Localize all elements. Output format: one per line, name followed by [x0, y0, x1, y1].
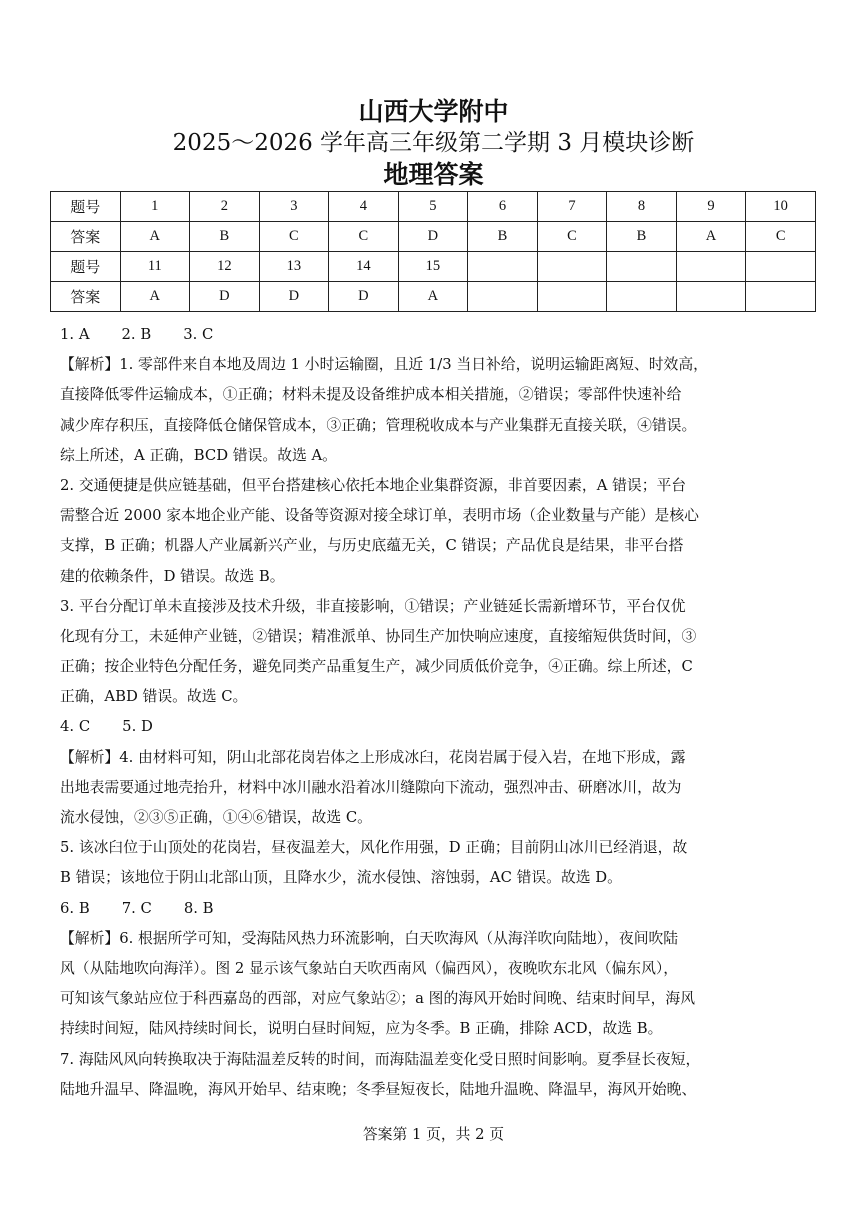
explanation-line: 【解析】6. 根据所学可知，受海陆风热力环流影响，白天吹海风（从海洋吹向陆地），夜间吹陆 [60, 929, 679, 947]
answer-label: 答案 [51, 282, 121, 312]
answer-cell: A [120, 282, 190, 312]
question-number-cell: 6 [468, 192, 538, 222]
question-number-cell [676, 252, 746, 282]
answer-cell: C [329, 222, 399, 252]
answer-cell [746, 282, 816, 312]
explanation-line: 持续时间短，陆风持续时间长，说明白昼时间短，应为冬季。B 正确，排除 ACD，故选 B。 [60, 1020, 663, 1038]
explanation-line: 化现有分工，未延伸产业链，②错误；精准派单、协同生产加快响应速度，直接缩短供货时间，③ [60, 627, 697, 645]
question-number-cell: 15 [398, 252, 468, 282]
explanation-line: 需整合近 2000 家本地企业产能、设备等资源对接全球订单，表明市场（企业数量与产能）是核心 [60, 507, 699, 525]
explanation-line: 【解析】4. 由材料可知，阴山北部花岗岩体之上形成冰臼，花岗岩属于侵入岩，在地下形成，露 [60, 748, 686, 766]
answer-cell: A [398, 282, 468, 312]
answer-cell: C [259, 222, 329, 252]
question-number-cell: 11 [120, 252, 190, 282]
answer-cell: A [120, 222, 190, 252]
question-number-cell: 8 [607, 192, 677, 222]
answer-cell: D [398, 222, 468, 252]
explanation-line: 支撑，B 正确；机器人产业属新兴产业，与历史底蕴无关，C 错误；产品优良是结果，非平台搭 [60, 537, 684, 555]
answer-7: 7. C [121, 899, 152, 917]
answer-cell: D [259, 282, 329, 312]
question-number-cell: 3 [259, 192, 329, 222]
question-number-label: 题号 [51, 192, 121, 222]
exam-title: 2025～2026 学年高三年级第二学期 3 月模块诊断 [172, 130, 695, 156]
answer-cell [676, 282, 746, 312]
answer-cell: D [190, 282, 260, 312]
question-number-cell: 14 [329, 252, 399, 282]
answer-2: 2. B [121, 326, 152, 343]
question-number-cell: 7 [537, 192, 607, 222]
answer-1: 1. A [60, 326, 90, 343]
explanation-line: 可知该气象站应位于科西嘉岛的西部，对应气象站②；a 图的海风开始时间晚、结束时间早，海风 [60, 990, 695, 1008]
answer-cell: A [676, 222, 746, 252]
explanation-line: 正确，ABD 错误。故选 C。 [60, 688, 248, 706]
question-number-cell: 12 [190, 252, 260, 282]
explanation-line: 减少库存积压，直接降低仓储保管成本，③正确；管理税收成本与产业集群无直接关联，④错误。 [60, 416, 697, 434]
answer-cell [607, 282, 677, 312]
question-number-label: 题号 [51, 252, 121, 282]
answer-cell [468, 282, 538, 312]
explanation-line: 风（从陆地吹向海洋）。图 2 显示该气象站白天吹西南风（偏西风），夜晚吹东北风（偏东风）， [60, 959, 679, 977]
explanation-line: B 错误；该地位于阴山北部山顶，且降水少，流水侵蚀、溶蚀弱，AC 错误。故选 D。 [60, 869, 622, 887]
answer-cell: C [537, 222, 607, 252]
answer-cell: D [329, 282, 399, 312]
explanation-line: 直接降低零件运输成本，①正确；材料未提及设备维护成本相关措施，②错误；零部件快速补给 [60, 386, 682, 404]
explanation-line: 正确；按企业特色分配任务，避免同类产品重复生产，减少同质低价竞争，④正确。综上所述，C [60, 658, 693, 676]
school-name: 山西大学附中 [358, 97, 509, 126]
answer-5: 5. D [122, 718, 153, 736]
question-number-cell: 2 [190, 192, 260, 222]
answer-cell [537, 282, 607, 312]
explanation-line: 出地表需要通过地壳抬升，材料中冰川融水沿着冰川缝隙向下流动，强烈冲击、研磨冰川，故为 [60, 778, 682, 796]
question-number-cell [468, 252, 538, 282]
explanation-line: 3. 平台分配订单未直接涉及技术升级，非直接影响，①错误；产业链延长需新增环节，平台仅优 [60, 597, 686, 615]
question-number-cell [746, 252, 816, 282]
answer-summary-4-5 [60, 712, 808, 742]
page-footer: 答案第 1 页，共 2 页 [362, 1126, 505, 1143]
question-number-row [51, 192, 816, 222]
answer-row [51, 222, 816, 252]
question-number-cell: 1 [120, 192, 190, 222]
question-number-cell [537, 252, 607, 282]
question-number-row [51, 252, 816, 282]
answer-cell: B [607, 222, 677, 252]
answer-table [50, 191, 816, 312]
explanation-line: 7. 海陆风风向转换取决于海陆温差反转的时间，而海陆温差变化受日照时间影响。夏季昼长夜短， [60, 1050, 701, 1068]
answer-4: 4. C [60, 718, 91, 736]
answer-row [51, 282, 816, 312]
explanation-body [60, 320, 808, 1105]
question-number-cell: 4 [329, 192, 399, 222]
answer-cell: C [746, 222, 816, 252]
question-number-cell: 13 [259, 252, 329, 282]
subject-title: 地理答案 [383, 160, 484, 189]
answer-3: 3. C [183, 326, 214, 343]
answer-summary-1-3 [60, 320, 808, 350]
answer-8: 8. B [183, 899, 214, 917]
answer-summary-6-8 [60, 894, 808, 924]
explanation-line: 2. 交通便捷是供应链基础，但平台搭建核心依托本地企业集群资源，非首要因素，A 错误；平台 [60, 476, 687, 494]
explanation-line: 综上所述，A 正确，BCD 错误。故选 A。 [60, 446, 337, 464]
question-number-cell: 10 [746, 192, 816, 222]
answer-cell: B [190, 222, 260, 252]
answer-label: 答案 [51, 222, 121, 252]
question-number-cell: 9 [676, 192, 746, 222]
answer-cell: B [468, 222, 538, 252]
explanation-line: 流水侵蚀，②③⑤正确，①④⑥错误，故选 C。 [60, 809, 372, 826]
explanation-line: 5. 该冰臼位于山顶处的花岗岩，昼夜温差大，风化作用强，D 正确；目前阴山冰川已经消退，故 [60, 839, 688, 857]
question-number-cell: 5 [398, 192, 468, 222]
explanation-line: 陆地升温早、降温晚，海风开始早、结束晚；冬季昼短夜长，陆地升温晚、降温早，海风开始晚、 [60, 1080, 697, 1098]
question-number-cell [607, 252, 677, 282]
explanation-line: 【解析】1. 零部件来自本地及周边 1 小时运输圈，且近 1/3 当日补给，说明运输距离短、时效高， [60, 356, 708, 374]
explanation-line: 建的依赖条件，D 错误。故选 B。 [60, 567, 285, 585]
answer-6: 6. B [60, 899, 90, 917]
